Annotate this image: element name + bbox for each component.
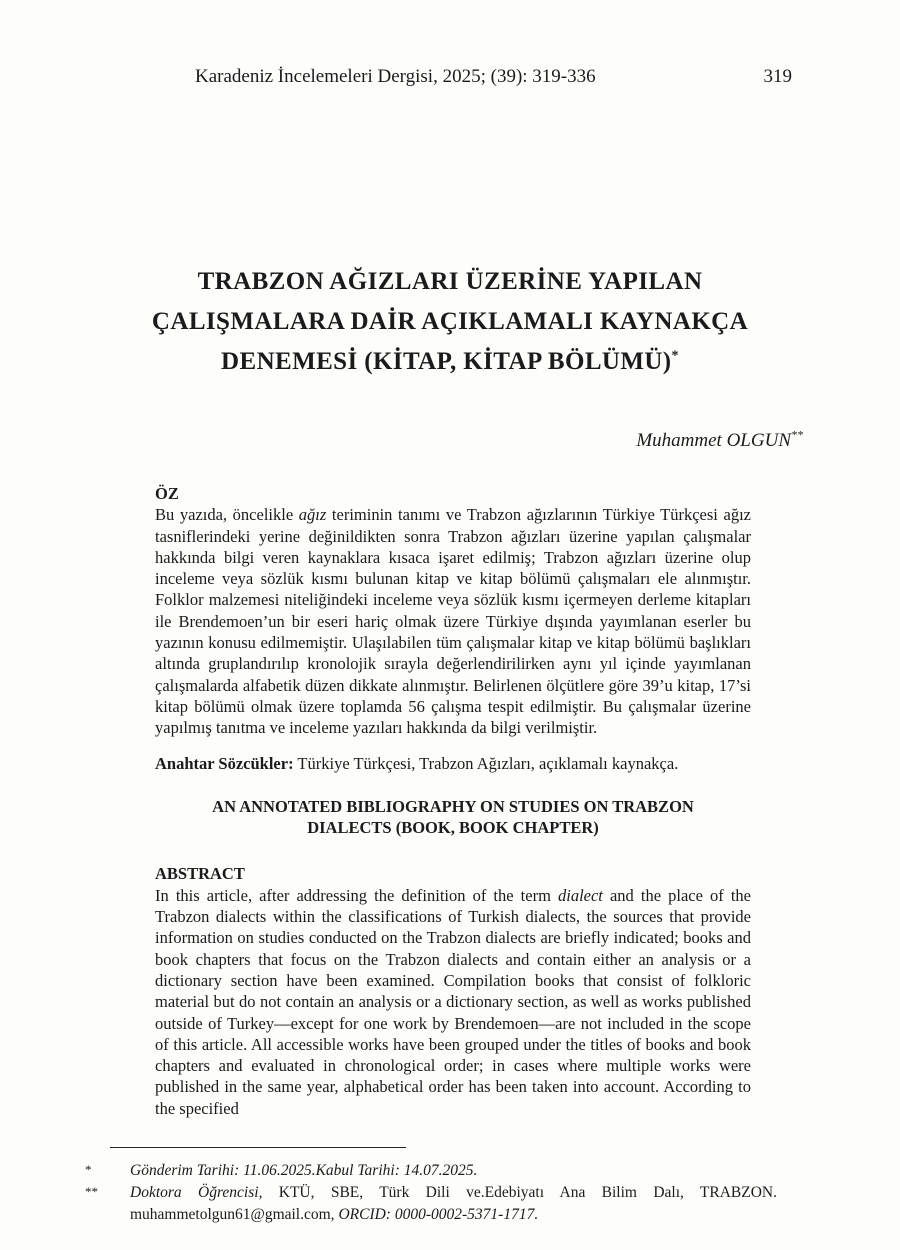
author-name: Muhammet OLGUN xyxy=(636,430,791,451)
footnote-marker: ** xyxy=(85,1184,98,1199)
footnote-marker: * xyxy=(85,1162,92,1177)
page-number: 319 xyxy=(763,66,792,87)
keywords-text: Türkiye Türkçesi, Trabzon Ağızları, açıklamalı kaynakça. xyxy=(293,753,679,773)
footnote-text: Gönderim Tarihi: 11.06.2025.Kabul Tarihi: 14.07.2025. xyxy=(130,1162,478,1179)
footnote-text: Doktora Öğrencisi, KTÜ, SBE, Türk Dili ve.Edebiyatı Ana Bilim Dalı, TRABZON. muhammetolgun61@gmail.com, ORCID: 0000-0002-5371-1717. xyxy=(130,1184,778,1223)
abstract-en-title: AN ANNOTATED BIBLIOGRAPHY ON STUDIES ON TRABZON DIALECTS (BOOK, BOOK CHAPTER) xyxy=(212,796,694,838)
abstract-tr-heading: ÖZ xyxy=(155,484,179,503)
abstract-column xyxy=(155,483,751,1119)
footnotes xyxy=(85,1160,777,1226)
abstract-tr-paragraph: Bu yazıda, öncelikle ağız teriminin tanımı ve Trabzon ağızlarının Türkiye Türkçesi ağız tasniflerindeki yerine değinildikten sonra Trabzon ağızları üzerine yapılan çalışmalar hakkında bilgi veren kaynaklara kısaca işaret edilmiş; Trabzon ağızları üzerine olup inceleme veya sözlük kısmı bulunan kitap ve kitap bölümü çalışmaları ele alınmıştır. Folklor malzemesi niteliğindeki inceleme veya sözlük kısmı içermeyen derleme kitapları ile Brendemoen’un bir eseri hariç olmak üzere Türkiye dışında yayımlanan eserler bu yazının konusu edilmemiştir. Ulaşılabilen tüm çalışmalar kitap ve kitap bölümü başlıkları altında gruplandırılıp kronolojik sırayla değerlendirilirken aynı yıl içinde yayımlanan çalışmalarda alfabetik düzen dikkate alınmıştır. Belirlenen ölçütlere göre 39’u kitap, 17’si kitap bölümü olmak üzere toplamda 56 çalışma tespit edilmiştir. Bu çalışmalar üzerine yapılmış tanıtma ve inceleme yazıları hakkında da bilgi verilmiştir. xyxy=(155,505,751,738)
article-title-text: TRABZON AĞIZLARI ÜZERİNE YAPILAN ÇALIŞMALARA DAİR AÇIKLAMALI KAYNAKÇA DENEMESİ (KİTAP, KİTAP BÖLÜMÜ) xyxy=(151,268,749,375)
author-footnote-marker: ** xyxy=(791,427,803,442)
footnote-separator xyxy=(110,1147,406,1148)
keywords-label: Anahtar Sözcükler: xyxy=(155,753,294,773)
journal-reference: Karadeniz İncelemeleri Dergisi, 2025; (39): 319-336 xyxy=(195,66,596,87)
article-title xyxy=(130,262,770,382)
abstract-en-heading: ABSTRACT xyxy=(155,864,245,884)
abstract-en-paragraph: In this article, after addressing the definition of the term dialect and the place of the Trabzon dialects within the classifications of Turkish dialects, the sources that provide information on studies conducted on the Trabzon dialects are briefly indicated; books and book chapters that focus on the Trabzon dialects and contain either an analysis or a dictionary section have been examined. Compilation books that consist of folkloric material but do not contain an analysis or a dictionary section, as well as works published outside of Turkey—except for one work by Brendemoen—are not included in the scope of this article. All accessible works have been grouped under the titles of books and book chapters and evaluated in chronological order; in cases where multiple works were published in the same year, alphabetical order has been taken into account. According to the specified xyxy=(155,885,751,1118)
author-line xyxy=(636,427,803,452)
running-header xyxy=(155,66,792,88)
keywords-line xyxy=(155,753,751,774)
footnote xyxy=(85,1182,777,1226)
title-footnote-marker: * xyxy=(671,348,679,364)
footnote xyxy=(85,1160,777,1182)
